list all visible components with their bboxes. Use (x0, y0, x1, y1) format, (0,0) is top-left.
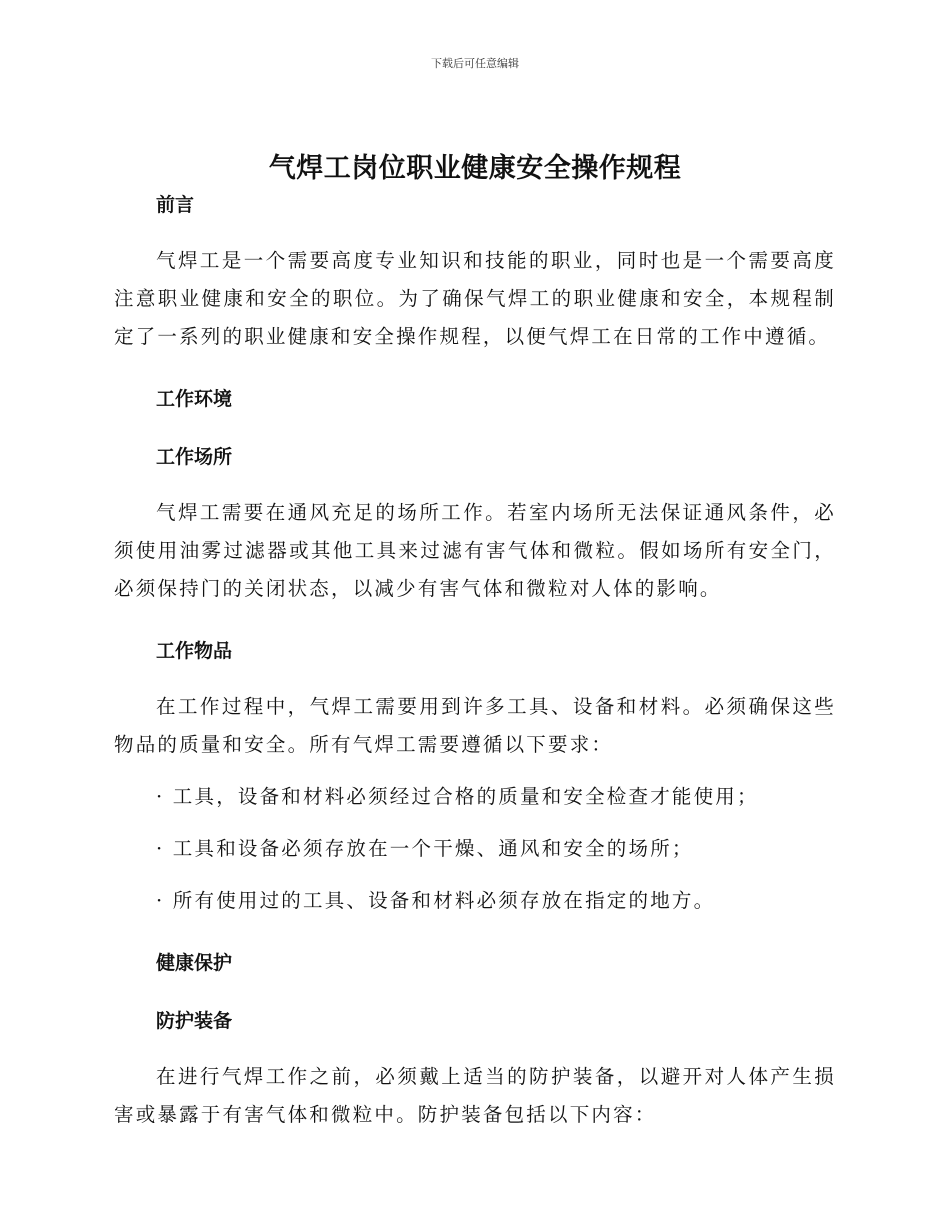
list-item: · 所有使用过的工具、设备和材料必须存放在指定的地方。 (156, 889, 716, 912)
list-item: · 工具，设备和材料必须经过合格的质量和安全检查才能使用； (156, 785, 759, 808)
workplace-heading: 工作场所 (156, 446, 233, 468)
work-environment-heading: 工作环境 (156, 388, 233, 410)
header-note: 下载后可任意编辑 (431, 57, 519, 70)
work-items-paragraph: 在工作过程中，气焊工需要用到许多工具、设备和材料。必须确保这些物品的质量和安全。所有气焊工需要遵循以下要求： (114, 695, 836, 756)
workplace-paragraph: 气焊工需要在通风充足的场所工作。若室内场所无法保证通风条件，必须使用油雾过滤器或其他工具来过滤有害气体和微粒。假如场所有安全门，必须保持门的关闭状态，以减少有害气体和微粒对人体的影响。 (114, 501, 836, 600)
protective-gear-heading: 防护装备 (156, 1010, 233, 1032)
health-protection-heading: 健康保护 (156, 952, 233, 974)
document-title: 气焊工岗位职业健康安全操作规程 (268, 153, 682, 184)
preface-paragraph: 气焊工是一个需要高度专业知识和技能的职业，同时也是一个需要高度注意职业健康和安全的职位。为了确保气焊工的职业健康和安全，本规程制定了一系列的职业健康和安全操作规程，以便气焊工在日常的工作中遵循。 (114, 249, 836, 348)
protective-gear-paragraph: 在进行气焊工作之前，必须戴上适当的防护装备，以避开对人体产生损害或暴露于有害气体和微粒中。防护装备包括以下内容： (114, 1065, 836, 1126)
document-body (114, 148, 836, 1134)
preface-heading: 前言 (156, 194, 195, 216)
work-items-heading: 工作物品 (156, 640, 233, 662)
list-item: · 工具和设备必须存放在一个干燥、通风和安全的场所； (156, 837, 694, 860)
